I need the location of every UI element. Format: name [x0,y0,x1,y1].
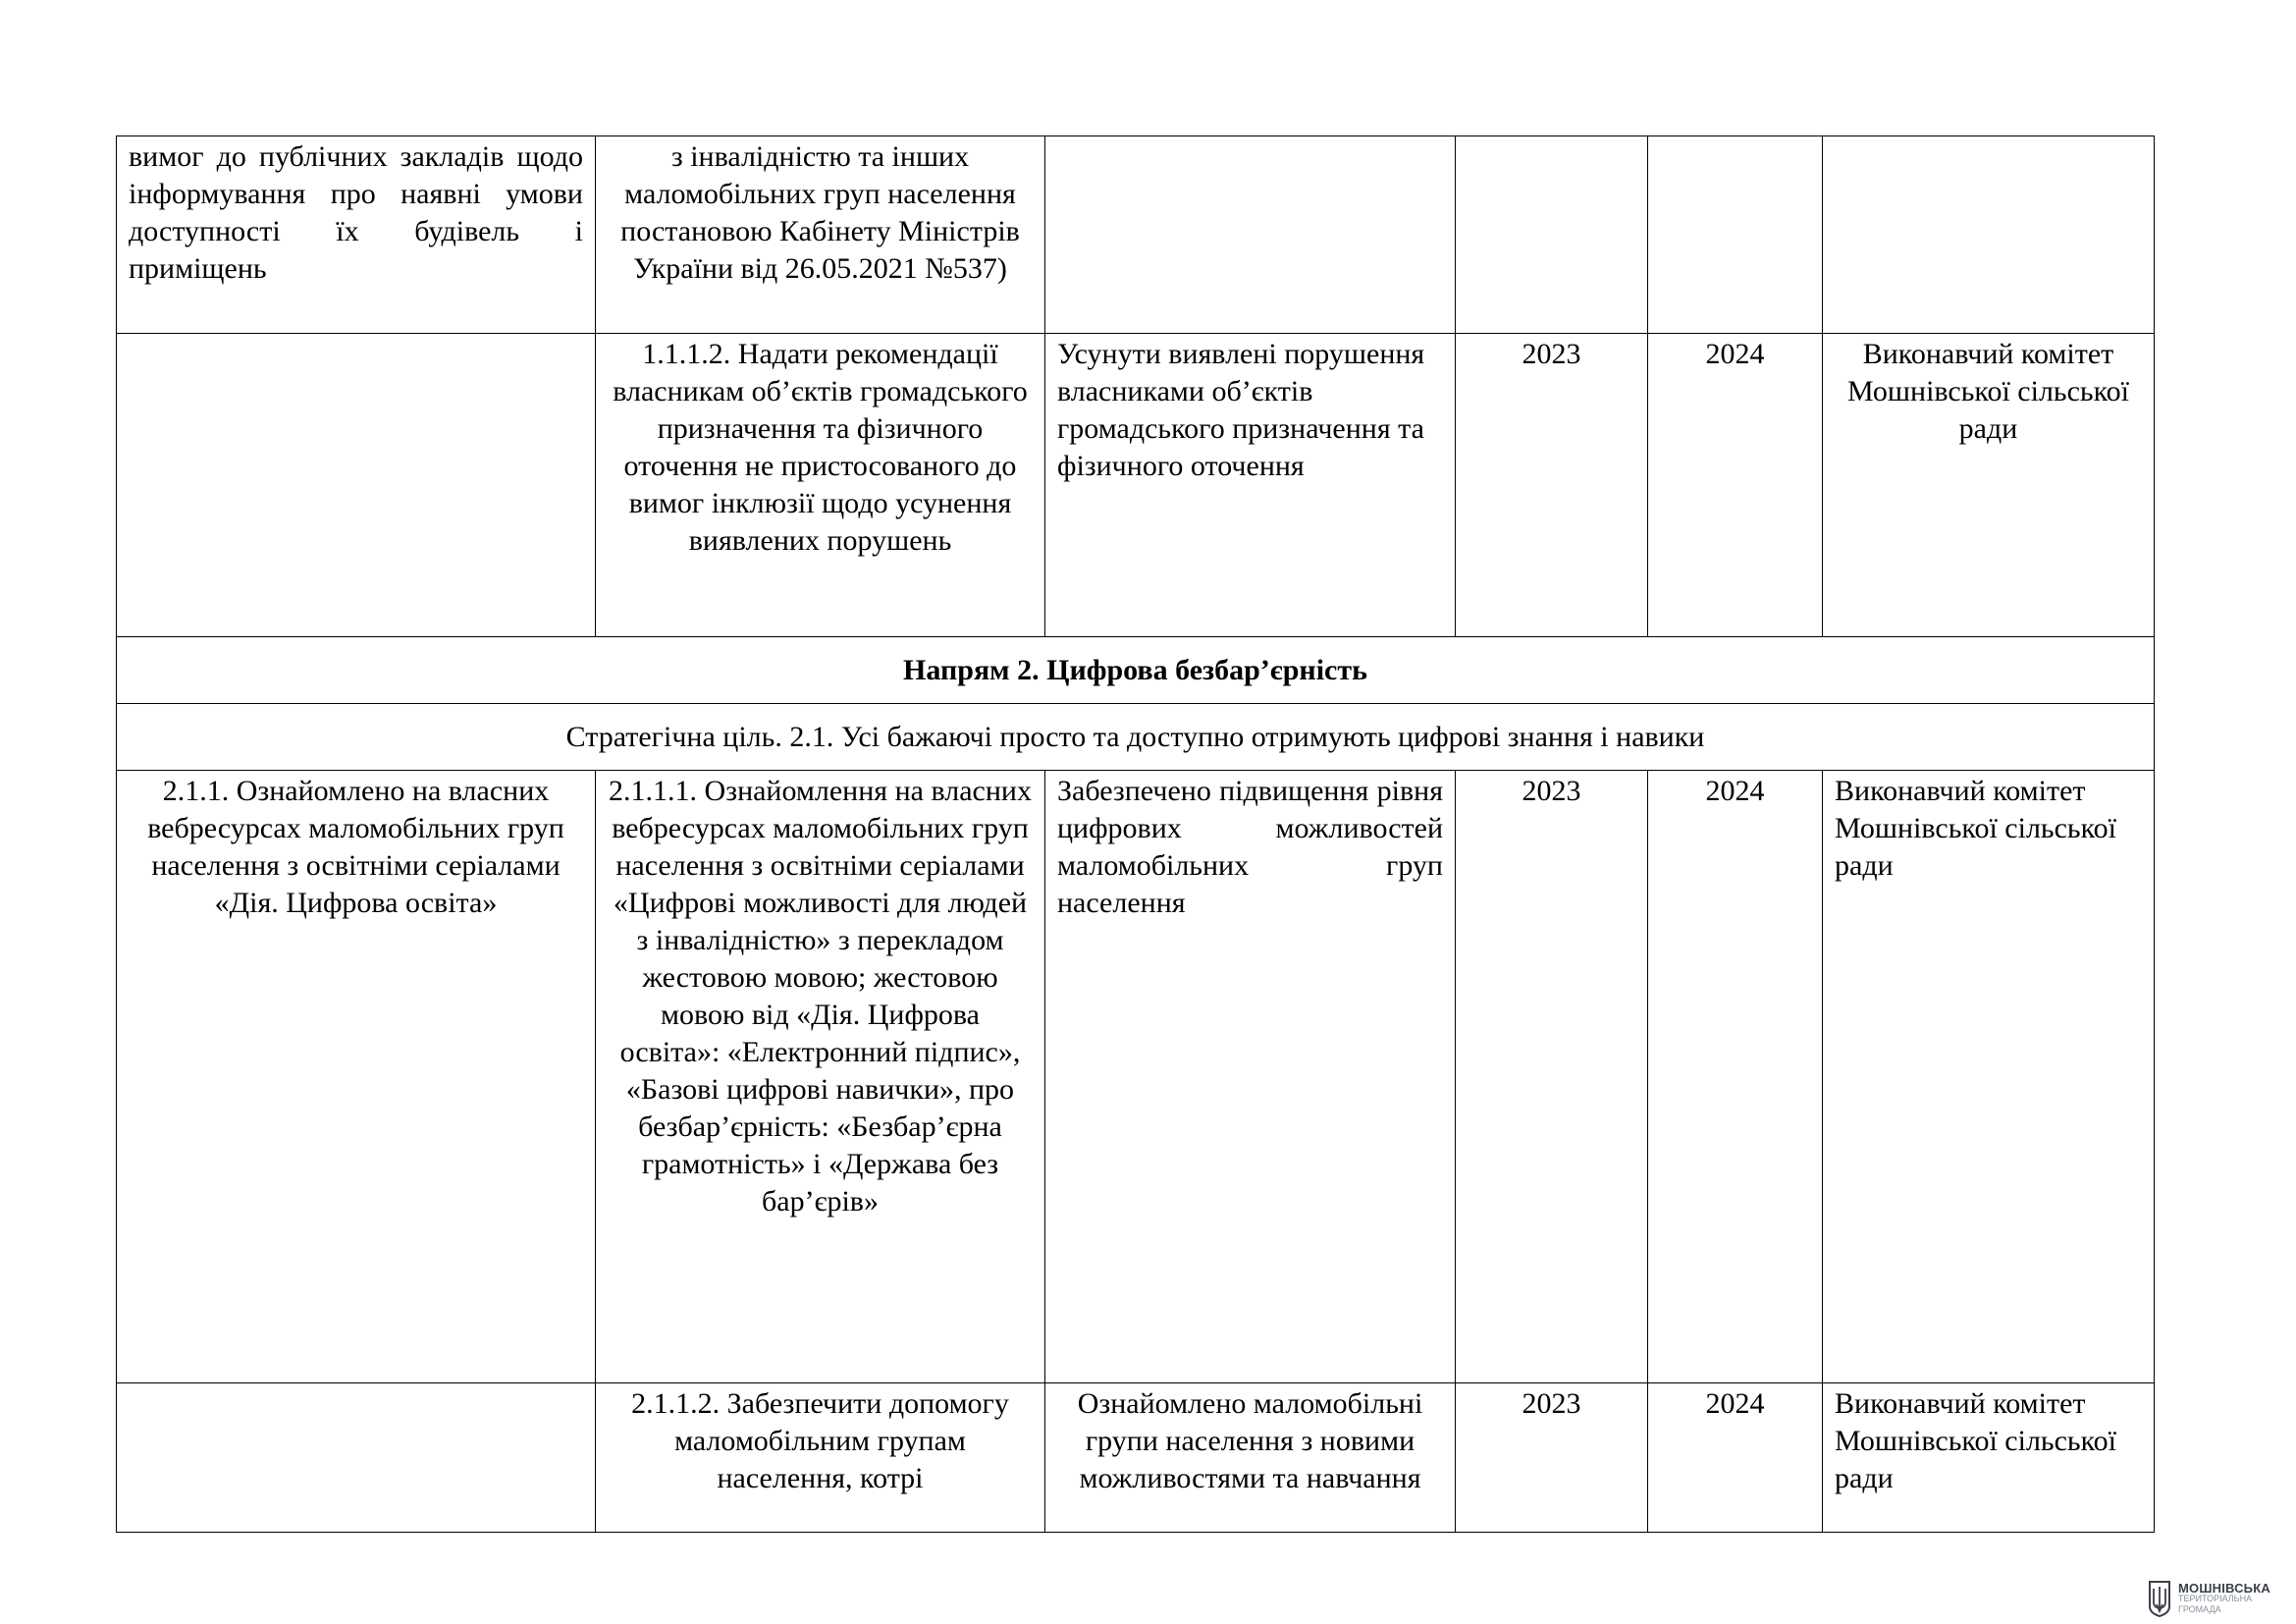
table-cell: Виконавчий комітет Мошнівської сільської ради [1823,771,2155,1383]
table-cell: Виконавчий комітет Мошнівської сільської ради [1823,334,2155,637]
table-cell: 2024 [1648,334,1823,637]
table-cell [117,1383,596,1533]
table-cell: 2023 [1456,771,1648,1383]
table-cell: 2023 [1456,1383,1648,1533]
table-cell: 2.1.1.1. Ознайомлення на власних вебресурсах маломобільних груп населення з освітніми серіалами «Цифрові можливості для людей з інвалідністю» з перекладом жестовою мовою; жестовою мовою від «Дія. Цифрова освіта»: «Електронний підпис», «Базові цифрові навички», про безбар’єрність: «Безбар’єрна грамотність» і «Держава без бар’єрів» [596,771,1045,1383]
strategic-goal: Стратегічна ціль. 2.1. Усі бажаючі просто та доступно отримують цифрові знання і навики [117,704,2155,771]
table-cell: 1.1.1.2. Надати рекомендації власникам об’єктів громадського призначення та фізичного оточення не пристосованого до вимог інклюзії щодо усунення виявлених порушень [596,334,1045,637]
table-row [117,136,2155,334]
table-cell: 2.1.1. Ознайомлено на власних вебресурсах маломобільних груп населення з освітніми серіалами «Дія. Цифрова освіта» [117,771,596,1383]
table-cell: Усунути виявлені порушення власниками об’єктів громадського призначення та фізичного оточення [1045,334,1456,637]
table-cell: 2024 [1648,1383,1823,1533]
table-cell [1648,136,1823,334]
logo-text [2178,1580,2270,1615]
section-heading: Напрям 2. Цифрова безбар’єрність [117,637,2155,704]
table-cell [1823,136,2155,334]
table-cell [117,334,596,637]
table-cell: Забезпечено підвищення рівня цифрових можливостей маломобільних груп населення [1045,771,1456,1383]
table-row [117,1383,2155,1533]
table-cell: 2024 [1648,771,1823,1383]
table-cell: 2023 [1456,334,1648,637]
logo-subtitle-2: ГРОМАДА [2178,1603,2221,1614]
table-cell: Виконавчий комітет Мошнівської сільської ради [1823,1383,2155,1533]
table-cell: 2.1.1.2. Забезпечити допомогу маломобільним групам населення, котрі [596,1383,1045,1533]
strategic-goal-row [117,704,2155,771]
community-logo [2147,1576,2286,1621]
logo-subtitle-1: ТЕРИТОРІАЛЬНА [2178,1593,2253,1603]
table-cell: Ознайомлено маломобільні групи населення з новими можливостями та навчання [1045,1383,1456,1533]
table-cell [1045,136,1456,334]
table-row [117,334,2155,637]
trident-icon [2147,1579,2172,1618]
table-cell: вимог до публічних закладів щодо інформування про наявні умови доступності їх будівель і приміщень [117,136,596,334]
table-cell: з інвалідністю та інших маломобільних груп населення постановою Кабінету Міністрів України від 26.05.2021 №537) [596,136,1045,334]
logo-name: МОШНІВСЬКА [2178,1580,2270,1596]
section-heading-row [117,637,2155,704]
table-cell [1456,136,1648,334]
table-row [117,771,2155,1383]
plan-table [116,135,2155,1533]
